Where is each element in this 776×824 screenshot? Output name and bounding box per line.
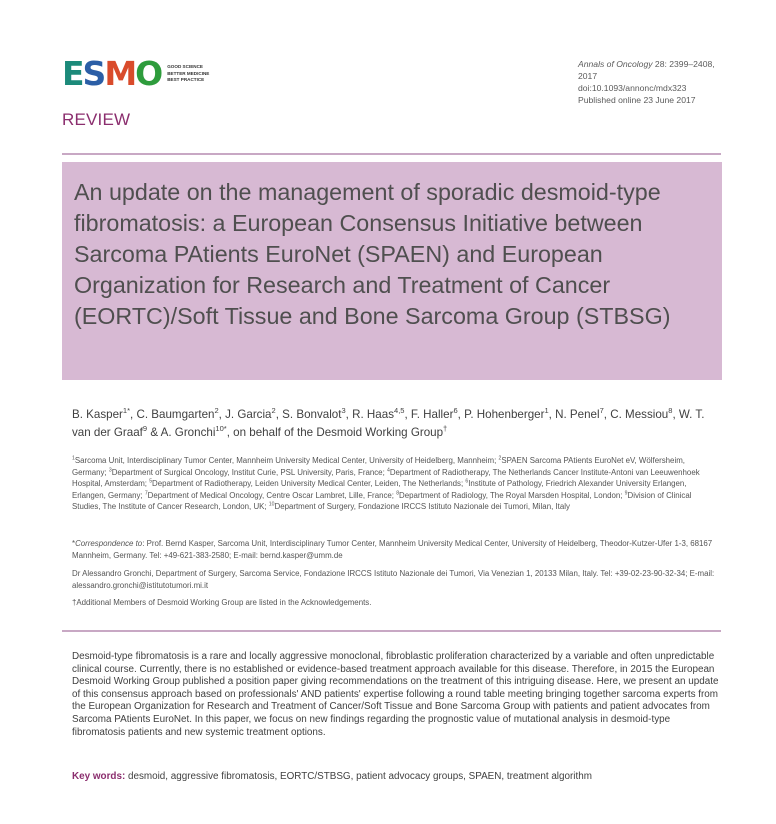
journal-name: Annals of Oncology	[578, 59, 653, 69]
additional-members-note: †Additional Members of Desmoid Working Group are listed in the Acknowledgements.	[72, 598, 372, 607]
esmo-logo-tagline: GOOD SCIENCE BETTER MEDICINE BEST PRACTICE	[167, 64, 210, 83]
journal-volume: 28: 2399–2408, 2017	[578, 59, 715, 81]
journal-citation	[578, 58, 718, 106]
keywords	[72, 771, 720, 784]
correspondence-kasper: *Correspondence to: Prof. Bernd Kasper, Sarcoma Unit, Interdisciplinary Tumor Center, Mannheim University Medical Center, University of Heidelberg, Theodor-Kutzer-Ufer 1-3, 68167 Mannheim, Germany. Tel: +49-621-383-2580; E-mail: bernd.kasper@umm.de	[72, 539, 713, 560]
title-box	[62, 162, 722, 380]
correspondence-gronchi: Dr Alessandro Gronchi, Department of Surgery, Sarcoma Service, Fondazione IRCCS Istituto Nazionale dei Tumori, Via Venezian 1, 20133 Milan, Italy. Tel: +39-02-23-90-32-34; E-mail: alessandro.gronchi@istitutotumori.mi.it	[72, 569, 715, 590]
affiliations: $^1$Sarcoma Unit, Interdisciplinary Tumor Center, Mannheim University Medical Center, University of Heidelberg, Mannheim; $^2$SPAEN Sarcoma PAtients EuroNet eV, Wölfersheim, Germany; $^3$Department of Surgical Oncology, Institut Curie, PSL University, Paris, France; $^4$Department of Radiotherapy, The Netherlands Cancer Institute-Antoni van Leeuwenhoek Hospital, Amsterdam; $^5$Department of Radiotherapy, Leiden University Medical Center, Leiden, The Netherlands; $^6$Institute of Pathology, Friedrich Alexander University Erlangen, Erlangen, Germany; $^7$Department of Medical Oncology, Centre Oscar Lambret, Lille, France; $^8$Department of Radiology, The Royal Marsden Hospital, London; $^9$Division of Clinical Studies, The Institute of Cancer Research, London, UK; $^{10}$Department of Surgery, Fondazione IRCCS Istituto Nazionale dei Tumori, Milan, Italy	[72, 455, 700, 512]
top-divider	[62, 153, 721, 155]
article-title: An update on the management of sporadic desmoid-type fibromatosis: a European Consensus Initiative between Sarcoma PAtients EuroNet (SPAEN) and European Organization for Research and Treatment of Cancer (EORTC)/Soft Tissue and Bone Sarcoma Group (STBSG)	[74, 179, 671, 329]
abstract-divider	[62, 630, 721, 632]
esmo-logo-mark: ESMO	[62, 54, 162, 93]
section-label: REVIEW	[62, 110, 131, 129]
journal-published: Published online 23 June 2017	[578, 95, 696, 105]
esmo-logo	[62, 54, 210, 93]
keywords-text: desmoid, aggressive fibromatosis, EORTC/STBSG, patient advocacy groups, SPAEN, treatment algorithm	[125, 771, 592, 782]
journal-doi[interactable]: doi:10.1093/annonc/mdx323	[578, 83, 687, 93]
author-list: B. Kasper$^{1*}$, C. Baumgarten$^2$, J. Garcia$^2$, S. Bonvalot$^3$, R. Haas$^{4,5}$, F. Haller$^6$, P. Hohenberger$^1$, N. Penel$^7$, C. Messiou$^8$, W. T. van der Graaf$^9$ & A. Gronchi$^{10*}$, on behalf of the Desmoid Working Group†	[72, 406, 705, 439]
keywords-label: Key words:	[72, 771, 126, 782]
abstract: Desmoid-type fibromatosis is a rare and locally aggressive monoclonal, fibroblastic proliferation characterized by a variable and often unpredictable clinical course. Currently, there is no established or evidence-based treatment approach available for this disease. Therefore, in 2015 the European Desmoid Working Group published a position paper giving recommendations on the treatment of this intriguing disease. Here, we present an update of this consensus approach based on professionals' AND patients' expertise following a round table meeting bringing together sarcoma experts from the European Organization for Research and Treatment of Cancer/Soft Tissue and Bone Sarcoma Group with patients and patient advocates from Sarcoma PAtients EuroNet. In this paper, we focus on new findings regarding the prognostic value of mutational analysis in desmoid-type fibromatosis patients and new systemic treatment options.	[72, 651, 719, 738]
